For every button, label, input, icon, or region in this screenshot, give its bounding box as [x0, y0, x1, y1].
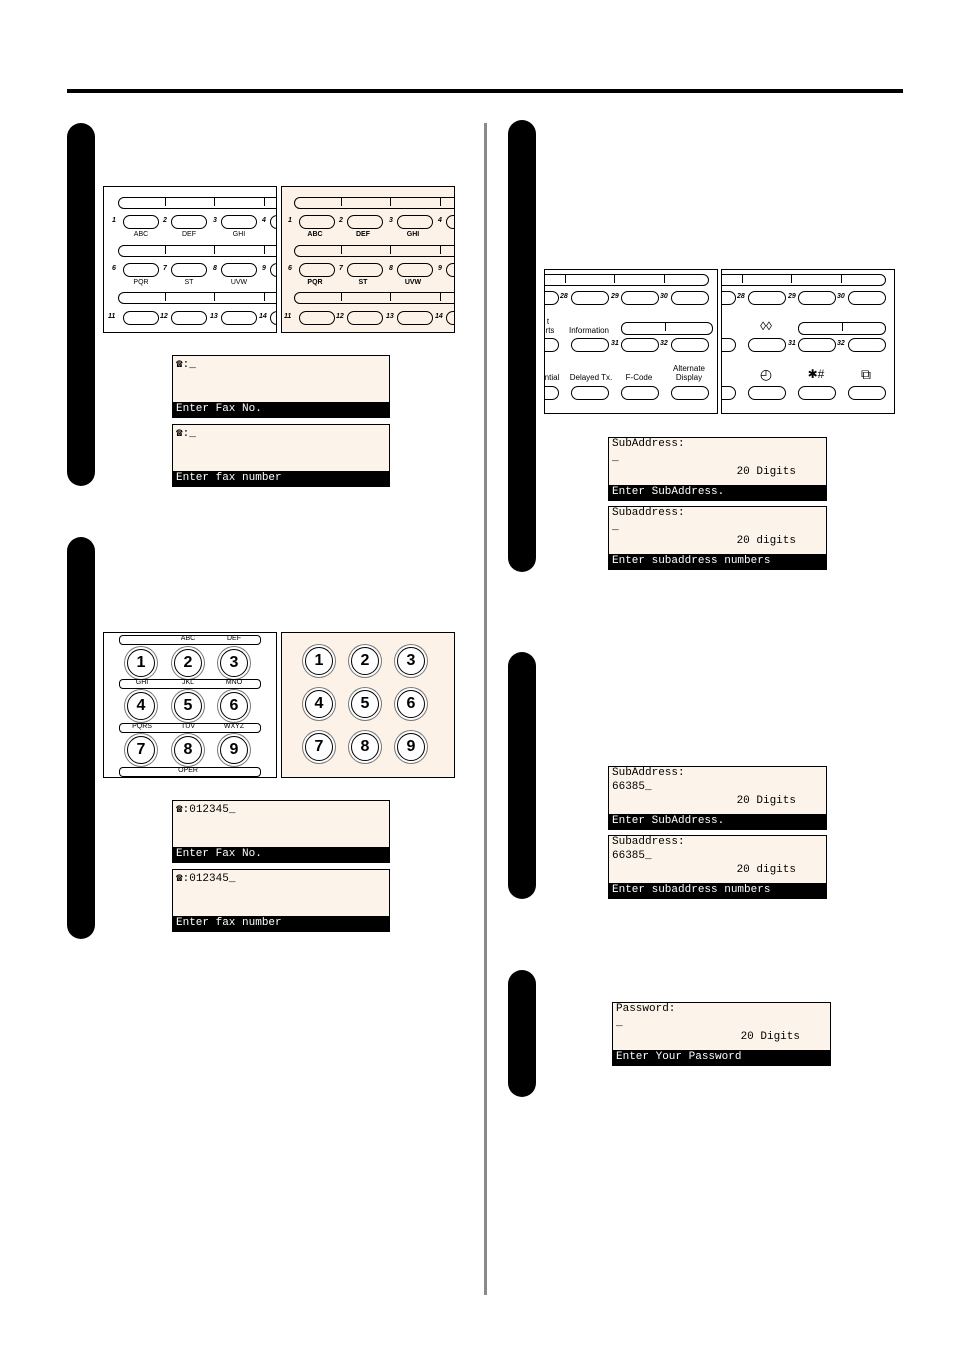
- one-touch-key-11[interactable]: [299, 311, 335, 325]
- lcd-prompt: Enter SubAddress.: [609, 814, 826, 829]
- key-number: 12: [160, 313, 168, 320]
- star-hash-icon: ✱#: [807, 367, 825, 381]
- key-letters: ABC: [133, 231, 149, 238]
- digit-key-9[interactable]: 9: [397, 733, 425, 761]
- function-key-27[interactable]: [721, 291, 736, 305]
- step-bar-4: [508, 652, 536, 899]
- key-number: 3: [389, 217, 393, 224]
- function-key-30[interactable]: [671, 291, 709, 305]
- lcd-prompt: Enter subaddress numbers: [609, 883, 826, 898]
- function-key-29[interactable]: [798, 291, 836, 305]
- label-fragment: t: [546, 317, 550, 326]
- digit-key-8[interactable]: 8: [174, 736, 202, 764]
- key-number: 12: [336, 313, 344, 320]
- function-key-27[interactable]: [544, 291, 559, 305]
- top-rule: [67, 89, 903, 93]
- key-number: 1: [288, 217, 292, 224]
- key-number: 11: [284, 313, 292, 320]
- one-touch-panel-b: [281, 186, 455, 333]
- step-bar-5: [508, 970, 536, 1097]
- step-bar-1: [67, 123, 95, 486]
- key-number: 31: [788, 340, 796, 347]
- keypad-letters: GHI: [135, 679, 149, 686]
- label-fragment: ntial: [544, 373, 560, 382]
- digit-key-3[interactable]: 3: [220, 649, 248, 677]
- one-touch-key-9[interactable]: [446, 263, 455, 277]
- keypad-letters: ABC: [180, 635, 196, 642]
- key-letters: PQR: [307, 279, 323, 286]
- one-touch-key-4[interactable]: [446, 215, 455, 229]
- keypad-letters: PQRS: [132, 723, 152, 730]
- one-touch-key-8[interactable]: [397, 263, 433, 277]
- lcd-prompt: Enter fax number: [173, 916, 389, 931]
- function-key-a[interactable]: [721, 338, 736, 352]
- lcd-fax-empty-2: [172, 424, 390, 487]
- one-touch-key-13[interactable]: [397, 311, 433, 325]
- key-number: 1: [112, 217, 116, 224]
- key-number: 29: [611, 293, 619, 300]
- one-touch-key-1[interactable]: [123, 215, 159, 229]
- information-label: Information: [568, 326, 610, 335]
- window-button[interactable]: [848, 386, 886, 400]
- key-letters: ST: [358, 279, 368, 286]
- function-key-28[interactable]: [571, 291, 609, 305]
- alternate-display-button[interactable]: [671, 386, 709, 400]
- diamonds-button[interactable]: [748, 338, 786, 352]
- lcd-line-2: _: [612, 452, 619, 464]
- keypad-letters: WXYZ: [223, 723, 245, 730]
- digit-key-6[interactable]: 6: [397, 690, 425, 718]
- lcd-subaddress-number-1: [608, 766, 827, 830]
- one-touch-key-7[interactable]: [171, 263, 207, 277]
- key-number: 7: [163, 265, 167, 272]
- f-code-label: F-Code: [625, 373, 653, 382]
- key-number: 7: [339, 265, 343, 272]
- lcd-digit-limit: 20 digits: [736, 864, 796, 876]
- key-number: 13: [386, 313, 394, 320]
- lcd-line-1: SubAddress:: [612, 438, 685, 450]
- digit-key-4[interactable]: 4: [127, 692, 155, 720]
- key-letters: UVW: [404, 279, 422, 286]
- lcd-prompt: Enter subaddress numbers: [609, 554, 826, 569]
- diamonds-icon: ◊◊: [760, 319, 772, 333]
- one-touch-key-8[interactable]: [221, 263, 257, 277]
- lcd-fax-empty-1: [172, 355, 390, 418]
- one-touch-key-11[interactable]: [123, 311, 159, 325]
- alternate-display-label: Alternate Display: [672, 364, 706, 382]
- lcd-digit-limit: 20 Digits: [736, 795, 796, 807]
- digit-key-4[interactable]: 4: [305, 690, 333, 718]
- key-number: 6: [288, 265, 292, 272]
- lcd-fax-number-2: [172, 869, 390, 932]
- key-number: 11: [108, 313, 116, 320]
- digit-key-3[interactable]: 3: [397, 647, 425, 675]
- lcd-line-2: _: [616, 1017, 623, 1029]
- one-touch-key-2[interactable]: [171, 215, 207, 229]
- key-number: 2: [163, 217, 167, 224]
- lcd-line-2: 66385_: [612, 781, 652, 793]
- lcd-line-1: ☎:012345_: [176, 804, 236, 816]
- delayed-tx-button[interactable]: [571, 386, 609, 400]
- lcd-line-2: _: [612, 521, 619, 533]
- digit-key-7[interactable]: 7: [127, 736, 155, 764]
- lcd-prompt: Enter Fax No.: [173, 402, 389, 417]
- one-touch-key-14[interactable]: [270, 311, 277, 325]
- one-touch-key-1[interactable]: [299, 215, 335, 229]
- digit-key-7[interactable]: 7: [305, 733, 333, 761]
- one-touch-key-6[interactable]: [123, 263, 159, 277]
- lcd-prompt: Enter SubAddress.: [609, 485, 826, 500]
- one-touch-key-9[interactable]: [270, 263, 277, 277]
- lcd-line-1: SubAddress:: [612, 767, 685, 779]
- function-key-30[interactable]: [848, 291, 886, 305]
- function-key-28[interactable]: [748, 291, 786, 305]
- digit-key-1[interactable]: 1: [127, 649, 155, 677]
- clock-icon: ◴: [759, 366, 773, 382]
- key-number: 3: [213, 217, 217, 224]
- key-letters: UVW: [230, 279, 248, 286]
- function-key-32[interactable]: [848, 338, 886, 352]
- f-code-button[interactable]: [621, 386, 659, 400]
- key-number: 28: [737, 293, 745, 300]
- lcd-digit-limit: 20 Digits: [740, 1031, 800, 1043]
- key-letters: DEF: [356, 231, 370, 238]
- star-hash-button[interactable]: [798, 386, 836, 400]
- lcd-line-1: ☎:_: [176, 428, 196, 440]
- digit-key-2[interactable]: 2: [174, 649, 202, 677]
- clock-button[interactable]: [748, 386, 786, 400]
- keypad-letters: OPER: [178, 767, 198, 774]
- digit-key-2[interactable]: 2: [351, 647, 379, 675]
- key-number: 8: [389, 265, 393, 272]
- numeric-keypad-a: [103, 632, 277, 778]
- digit-key-6[interactable]: 6: [220, 692, 248, 720]
- key-number: 4: [438, 217, 442, 224]
- function-key-b[interactable]: [721, 386, 736, 400]
- lcd-subaddress-empty-1: [608, 437, 827, 501]
- one-touch-key-14[interactable]: [446, 311, 455, 325]
- key-letters: DEF: [182, 231, 196, 238]
- function-key-32[interactable]: [671, 338, 709, 352]
- column-divider: [484, 123, 487, 1295]
- digit-key-5[interactable]: 5: [351, 690, 379, 718]
- function-key-29[interactable]: [621, 291, 659, 305]
- one-touch-key-6[interactable]: [299, 263, 335, 277]
- key-number: 4: [262, 217, 266, 224]
- digit-key-1[interactable]: 1: [305, 647, 333, 675]
- lcd-digit-limit: 20 Digits: [736, 466, 796, 478]
- function-panel-b: [721, 269, 895, 414]
- digit-key-5[interactable]: 5: [174, 692, 202, 720]
- function-key-31[interactable]: [798, 338, 836, 352]
- key-letters: GHI: [232, 231, 246, 238]
- window-icon: ⧉: [861, 366, 871, 382]
- one-touch-key-12[interactable]: [347, 311, 383, 325]
- one-touch-key-13[interactable]: [221, 311, 257, 325]
- function-key-b[interactable]: [544, 386, 559, 400]
- step-bar-3: [508, 120, 536, 572]
- one-touch-key-3[interactable]: [221, 215, 257, 229]
- label-fragment: rts: [545, 326, 555, 335]
- key-number: 32: [837, 340, 845, 347]
- delayed-tx-label: Delayed Tx.: [569, 373, 613, 382]
- function-key-31[interactable]: [621, 338, 659, 352]
- function-panel-a: [544, 269, 718, 414]
- lcd-line-1: Subaddress:: [612, 507, 685, 519]
- key-number: 14: [259, 313, 267, 320]
- key-number: 30: [837, 293, 845, 300]
- key-letters: GHI: [406, 231, 420, 238]
- digit-key-9[interactable]: 9: [220, 736, 248, 764]
- keypad-letters: TUV: [181, 723, 195, 730]
- key-number: 29: [788, 293, 796, 300]
- key-number: 2: [339, 217, 343, 224]
- keypad-letters: MNO: [225, 679, 243, 686]
- key-number: 32: [660, 340, 668, 347]
- one-touch-key-3[interactable]: [397, 215, 433, 229]
- lcd-line-1: ☎:012345_: [176, 873, 236, 885]
- one-touch-key-4[interactable]: [270, 215, 277, 229]
- digit-key-8[interactable]: 8: [351, 733, 379, 761]
- keypad-letters: JKL: [181, 679, 195, 686]
- information-button[interactable]: [571, 338, 609, 352]
- step-bar-2: [67, 537, 95, 939]
- one-touch-key-2[interactable]: [347, 215, 383, 229]
- keypad-letters: DEF: [227, 635, 241, 642]
- key-number: 13: [210, 313, 218, 320]
- lcd-prompt: Enter Your Password: [613, 1050, 830, 1065]
- key-letters: PQR: [133, 279, 149, 286]
- key-number: 6: [112, 265, 116, 272]
- function-key-a[interactable]: [544, 338, 559, 352]
- key-number: 8: [213, 265, 217, 272]
- one-touch-panel-a: [103, 186, 277, 333]
- key-letters: ABC: [307, 231, 323, 238]
- lcd-line-1: Subaddress:: [612, 836, 685, 848]
- key-letters: ST: [184, 279, 194, 286]
- key-number: 14: [435, 313, 443, 320]
- key-number: 9: [438, 265, 442, 272]
- key-number: 30: [660, 293, 668, 300]
- key-number: 28: [560, 293, 568, 300]
- one-touch-key-7[interactable]: [347, 263, 383, 277]
- lcd-line-1: Password:: [616, 1003, 676, 1015]
- lcd-prompt: Enter fax number: [173, 471, 389, 486]
- lcd-subaddress-number-2: [608, 835, 827, 899]
- lcd-prompt: Enter Fax No.: [173, 847, 389, 862]
- one-touch-key-12[interactable]: [171, 311, 207, 325]
- lcd-line-1: ☎:_: [176, 359, 196, 371]
- lcd-subaddress-empty-2: [608, 506, 827, 570]
- lcd-digit-limit: 20 digits: [736, 535, 796, 547]
- lcd-password: [612, 1002, 831, 1066]
- numeric-keypad-b: [281, 632, 455, 778]
- key-number: 31: [611, 340, 619, 347]
- lcd-fax-number-1: [172, 800, 390, 863]
- key-number: 9: [262, 265, 266, 272]
- lcd-line-2: 66385_: [612, 850, 652, 862]
